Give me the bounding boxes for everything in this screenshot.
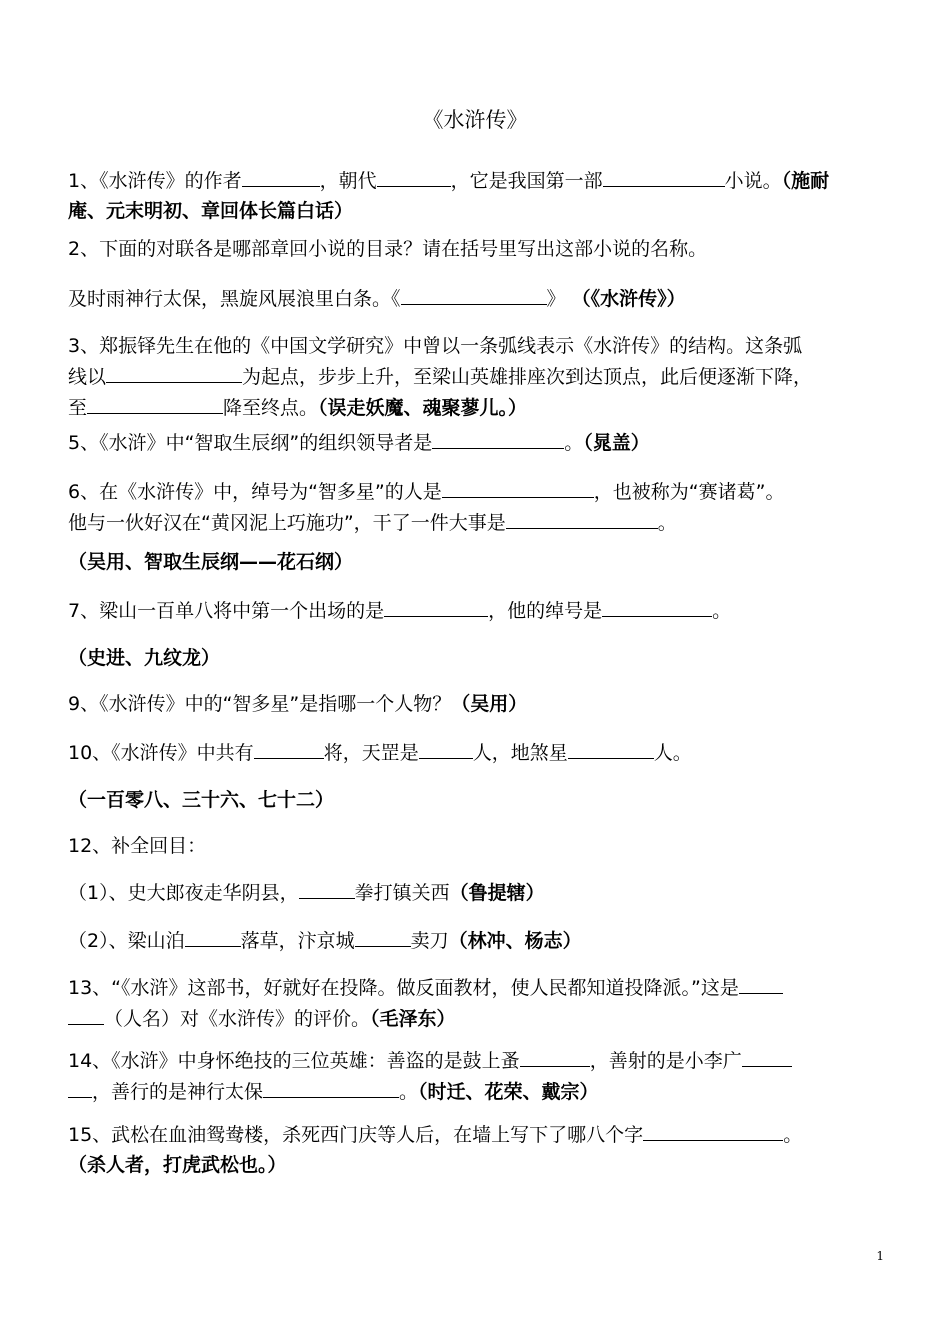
question-1: 1、《水浒传》的作者 ，朝代 ，它是我国第一部 小说。（施耐 庵、元末明初、章回体长篇白话） bbox=[68, 165, 886, 226]
question-2: 2、下面的对联各是哪部章回小说的目录？请在括号里写出这部小说的名称。 bbox=[68, 238, 708, 260]
answer-text: （吴用、智取生辰纲——花石纲） bbox=[68, 551, 354, 573]
answer-blank[interactable] bbox=[242, 165, 320, 187]
answer-blank[interactable] bbox=[377, 165, 451, 187]
question-2-couplet: 及时雨神行太保，黑旋风展浪里白条。《 》 （《水浒传》） bbox=[68, 283, 886, 314]
question-9: 9、《水浒传》中的“智多星”是指哪一个人物？（吴用） bbox=[68, 693, 528, 715]
answer-blank[interactable] bbox=[506, 507, 658, 529]
answer-blank[interactable] bbox=[185, 925, 241, 947]
answer-blank[interactable] bbox=[419, 737, 473, 759]
page-number: 1 bbox=[876, 1249, 884, 1263]
answer-blank[interactable] bbox=[520, 1045, 590, 1067]
answer-text: （晁盖） bbox=[583, 432, 650, 454]
question-15: 15、武松在血油鸳鸯楼，杀死西门庆等人后，在墙上写下了哪八个字 。 （杀人者，打虎武松也。） bbox=[68, 1119, 886, 1180]
answer-text: （施耐 bbox=[781, 170, 830, 192]
question-3: 3、郑振铎先生在他的《中国文学研究》中曾以一条弧线表示《水浒传》的结构。这条弧 线以 为起点，步步上升，至梁山英雄排座次到达顶点，此后便逐渐下降， 至 降至终点。（误走妖魔、魂聚蓼儿。） bbox=[68, 335, 813, 419]
answer-blank[interactable] bbox=[568, 737, 654, 759]
question-12-item-2: （2）、梁山泊 落草，汴京城 卖刀（林冲、杨志） bbox=[68, 925, 886, 956]
question-7: 7、梁山一百单八将中第一个出场的是 ，他的绰号是 。 bbox=[68, 595, 886, 626]
question-12-item-1: （1）、史大郎夜走华阴县， 拳打镇关西（鲁提辖） bbox=[68, 877, 886, 908]
answer-blank[interactable] bbox=[263, 1076, 399, 1098]
answer-blank[interactable] bbox=[68, 1076, 92, 1098]
answer-text: （一百零八、三十六、七十二） bbox=[68, 789, 335, 811]
answer-blank[interactable] bbox=[87, 392, 223, 414]
answer-blank[interactable] bbox=[603, 165, 725, 187]
answer-blank[interactable] bbox=[602, 595, 712, 617]
question-13: 13、“《水浒》这部书，好就好在投降。做反面教材，使人民都知道投降派。”这是 （人名）对《水浒传》的评价。（毛泽东） bbox=[68, 972, 886, 1034]
question-12: 12、补全回目： bbox=[68, 835, 207, 857]
answer-blank[interactable] bbox=[299, 877, 355, 899]
question-6: 6、在《水浒传》中，绰号为“智多星”的人是 ，也被称为“赛诸葛”。 他与一伙好汉在“黄冈泥上巧施功”，干了一件大事是 。 bbox=[68, 476, 886, 538]
question-10: 10、《水浒传》中共有 将，天罡是 人，地煞星 人。 bbox=[68, 737, 886, 768]
answer-text: 庵、元末明初、章回体长篇白话） bbox=[68, 200, 354, 222]
page-title: 《水浒传》 bbox=[422, 108, 528, 132]
answer-text: （林冲、杨志） bbox=[448, 930, 582, 952]
answer-text: （误走妖魔、魂聚蓼儿。） bbox=[318, 397, 528, 419]
answer-blank[interactable] bbox=[401, 283, 547, 305]
answer-text: （史进、九纹龙） bbox=[68, 647, 221, 669]
answer-text: （吴用） bbox=[451, 693, 528, 715]
answer-blank[interactable] bbox=[254, 737, 324, 759]
answer-text: （《水浒传》） bbox=[571, 288, 686, 310]
answer-blank[interactable] bbox=[739, 972, 783, 994]
answer-blank[interactable] bbox=[432, 427, 564, 449]
answer-blank[interactable] bbox=[355, 925, 411, 947]
answer-text: （杀人者，打虎武松也。） bbox=[68, 1154, 287, 1176]
answer-blank[interactable] bbox=[742, 1045, 792, 1067]
question-5: 5、《水浒》中“智取生辰纲”的组织领导者是 。（晁盖） bbox=[68, 427, 886, 458]
answer-blank[interactable] bbox=[384, 595, 488, 617]
answer-text: （毛泽东） bbox=[370, 1008, 456, 1030]
answer-text: （时迁、花荣、戴宗） bbox=[418, 1081, 599, 1103]
answer-blank[interactable] bbox=[68, 1003, 104, 1025]
answer-blank[interactable] bbox=[106, 361, 242, 383]
answer-blank[interactable] bbox=[643, 1119, 783, 1141]
answer-text: （鲁提辖） bbox=[449, 882, 545, 904]
answer-blank[interactable] bbox=[442, 476, 594, 498]
question-14: 14、《水浒》中身怀绝技的三位英雄：善盗的是鼓上蚤 ，善射的是小李广 ，善行的是神行太保 。（时迁、花荣、戴宗） bbox=[68, 1045, 886, 1107]
